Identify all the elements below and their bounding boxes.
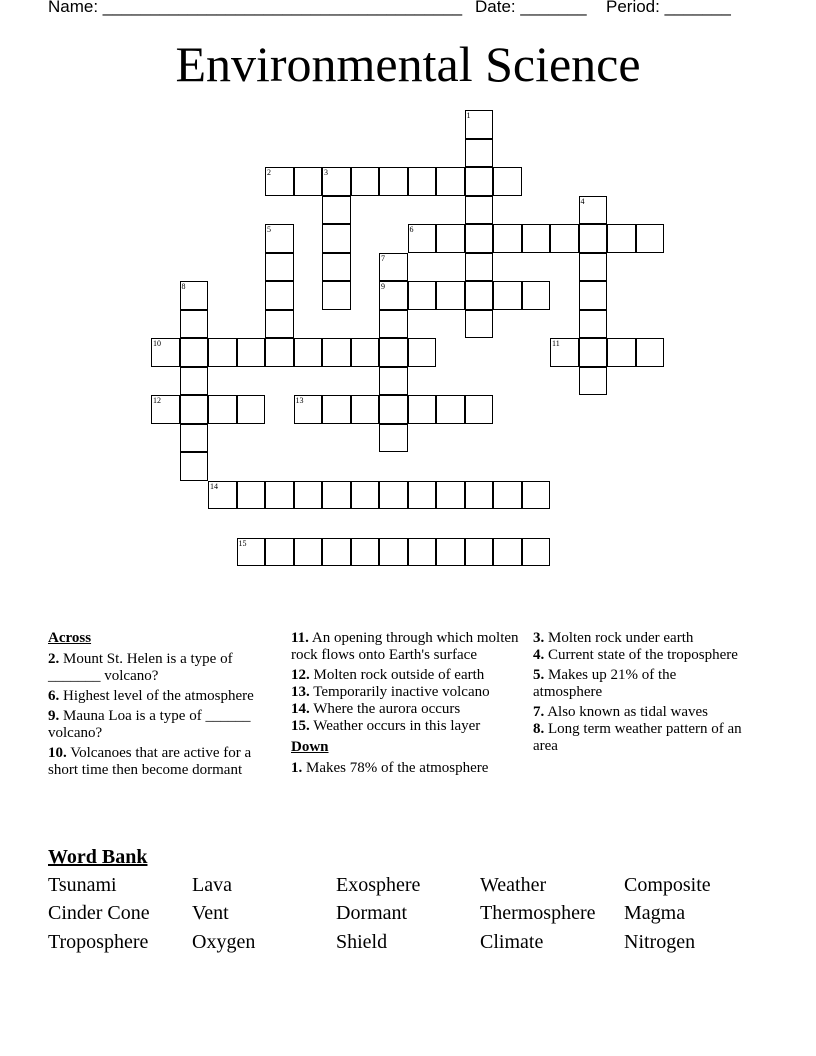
crossword-cell[interactable] [465,196,494,225]
crossword-cell[interactable] [465,281,494,310]
crossword-cell[interactable] [436,538,465,567]
word-bank-item: Exosphere [336,874,421,896]
crossword-cell[interactable] [607,338,636,367]
crossword-cell[interactable] [322,196,351,225]
word-bank-item: Shield [336,931,388,953]
clue-number-11: 11 [552,339,560,348]
crossword-cell[interactable] [493,538,522,567]
page-title: Environmental Science [175,36,641,92]
clue-down-7: 7. Also known as tidal waves [533,704,708,720]
crossword-cell[interactable] [436,281,465,310]
crossword-cell[interactable] [237,481,266,510]
crossword-cell[interactable] [465,538,494,567]
clue-across-2: 2. Mount St. Helen is a type of _______ volcano? [48,651,233,684]
crossword-cell[interactable] [322,395,351,424]
crossword-cell[interactable] [379,538,408,567]
crossword-cell[interactable] [493,224,522,253]
word-bank-item: Vent [192,902,229,924]
down-heading: Down [291,739,329,755]
across-heading: Across [48,630,92,646]
clue-down-8: 8. Long term weather pattern of an area [533,721,742,754]
crossword-cell[interactable] [294,338,323,367]
clue-number-9: 9 [381,282,385,291]
crossword-cell[interactable] [379,367,408,396]
clue-column-3 [533,630,745,758]
clue-number-13: 13 [295,396,304,405]
word-bank-item: Lava [192,874,232,896]
crossword-cell[interactable] [265,338,294,367]
crossword-cell[interactable] [180,310,209,339]
word-bank-item: Troposphere [48,931,149,953]
crossword-cell[interactable] [636,338,665,367]
name-field-label[interactable]: Name: ______________________________________ [48,0,463,16]
crossword-cell[interactable] [579,367,608,396]
period-field-label[interactable]: Period: _______ [606,0,731,16]
clue-across-6: 6. Highest level of the atmosphere [48,688,254,704]
crossword-cell[interactable] [408,167,437,196]
clue-number-15: 15 [238,538,247,548]
crossword-cell[interactable] [322,338,351,367]
clue-number-1: 1 [466,111,471,120]
crossword-cell[interactable] [322,253,351,282]
crossword-cell[interactable] [379,424,408,453]
crossword-cell[interactable] [465,310,494,339]
crossword-cell[interactable] [322,481,351,510]
crossword-cell[interactable] [465,139,494,168]
crossword-cell[interactable] [636,224,665,253]
crossword-cell[interactable] [379,338,408,367]
crossword-cell[interactable] [550,224,579,253]
crossword-cell[interactable] [180,367,209,396]
crossword-cell[interactable] [322,538,351,567]
clue-across-14: 14. Where the aurora occurs [291,701,461,717]
crossword-cell[interactable] [607,224,636,253]
word-bank-title: Word Bank [48,846,148,868]
clue-across-12: 12. Molten rock outside of earth [291,667,485,683]
crossword-cell[interactable] [208,395,237,424]
crossword-cell[interactable] [408,281,437,310]
word-bank-item: Oxygen [192,931,256,953]
clue-across-9: 9. Mauna Loa is a type of ______ volcano? [48,708,251,741]
crossword-cell[interactable] [180,338,209,367]
crossword-cell[interactable] [294,167,323,196]
date-field-label[interactable]: Date: _______ [475,0,587,16]
crossword-cell[interactable] [294,538,323,567]
word-bank-item: Magma [624,902,686,924]
crossword-cell[interactable] [493,281,522,310]
crossword-cell[interactable] [436,481,465,510]
crossword-cell[interactable] [522,281,551,310]
clue-down-4: 4. Current state of the troposphere [533,647,738,663]
crossword-cell[interactable] [265,310,294,339]
word-bank-item: Climate [480,931,544,953]
clue-number-7: 7 [381,253,385,263]
crossword-cell[interactable] [579,338,608,367]
crossword-cell[interactable] [493,481,522,510]
crossword-cell[interactable] [379,310,408,339]
clue-number-5: 5 [267,225,271,234]
crossword-cell[interactable] [408,538,437,567]
crossword-cell[interactable] [522,224,551,253]
crossword-cell[interactable] [408,338,437,367]
crossword-cell[interactable] [208,338,237,367]
clue-down-1: 1. Makes 78% of the atmosphere [291,760,489,776]
clue-number-4: 4 [580,196,585,206]
clue-down-5: 5. Makes up 21% of the atmosphere [533,667,677,700]
crossword-cell[interactable] [579,224,608,253]
clue-number-12: 12 [153,396,161,405]
word-bank-item: Cinder Cone [48,902,150,924]
word-bank-item: Weather [480,874,547,896]
clue-number-3: 3 [324,168,328,177]
crossword-cell[interactable] [436,167,465,196]
clue-number-10: 10 [153,339,161,348]
crossword-cell[interactable] [579,310,608,339]
clue-column-2 [291,630,523,780]
clue-across-11: 11. An opening through which molten rock flows onto Earth's surface [291,630,519,663]
clue-number-8: 8 [181,282,186,291]
clue-down-3: 3. Molten rock under earth [533,630,694,646]
crossword-cell[interactable] [351,538,380,567]
crossword-cell[interactable] [408,395,437,424]
word-bank-item: Dormant [336,902,408,924]
clue-number-2: 2 [267,168,271,177]
crossword-cell[interactable] [265,538,294,567]
clue-across-13: 13. Temporarily inactive volcano [291,684,490,700]
crossword-cell[interactable] [579,281,608,310]
crossword-cell[interactable] [465,481,494,510]
crossword-cell[interactable] [180,424,209,453]
crossword-cell[interactable] [351,481,380,510]
crossword-cell[interactable] [351,395,380,424]
crossword-cell[interactable] [379,481,408,510]
clue-number-14: 14 [210,481,218,491]
crossword-cell[interactable] [408,481,437,510]
crossword-cell[interactable] [351,167,380,196]
clue-column-1 [48,630,284,782]
crossword-cell[interactable] [294,481,323,510]
crossword-cell[interactable] [379,395,408,424]
word-bank-item: Composite [624,874,711,896]
word-bank-item: Nitrogen [624,931,696,953]
crossword-cell[interactable] [322,281,351,310]
crossword-cell[interactable] [493,167,522,196]
clue-across-15: 15. Weather occurs in this layer [291,718,481,734]
crossword-cell[interactable] [265,281,294,310]
crossword-cell[interactable] [237,338,266,367]
crossword-cell[interactable] [265,253,294,282]
crossword-cell[interactable] [265,481,294,510]
crossword-cell[interactable] [180,395,209,424]
crossword-cell[interactable] [465,167,494,196]
word-bank-item: Thermosphere [480,902,596,924]
crossword-cell[interactable] [351,338,380,367]
crossword-cell[interactable] [237,395,266,424]
crossword-cell[interactable] [436,395,465,424]
crossword-cell[interactable] [322,224,351,253]
crossword-cell[interactable] [465,253,494,282]
word-bank-item: Tsunami [48,874,117,896]
crossword-cell[interactable] [180,452,209,481]
crossword-cell[interactable] [379,167,408,196]
crossword-cell[interactable] [522,481,551,510]
crossword-cell[interactable] [579,253,608,282]
clue-across-10: 10. Volcanoes that are active for a short time then become dormant [48,745,252,778]
crossword-cell[interactable] [436,224,465,253]
crossword-cell[interactable] [522,538,551,567]
crossword-cell[interactable] [465,224,494,253]
crossword-cell[interactable] [465,395,494,424]
clue-number-6: 6 [409,225,414,234]
